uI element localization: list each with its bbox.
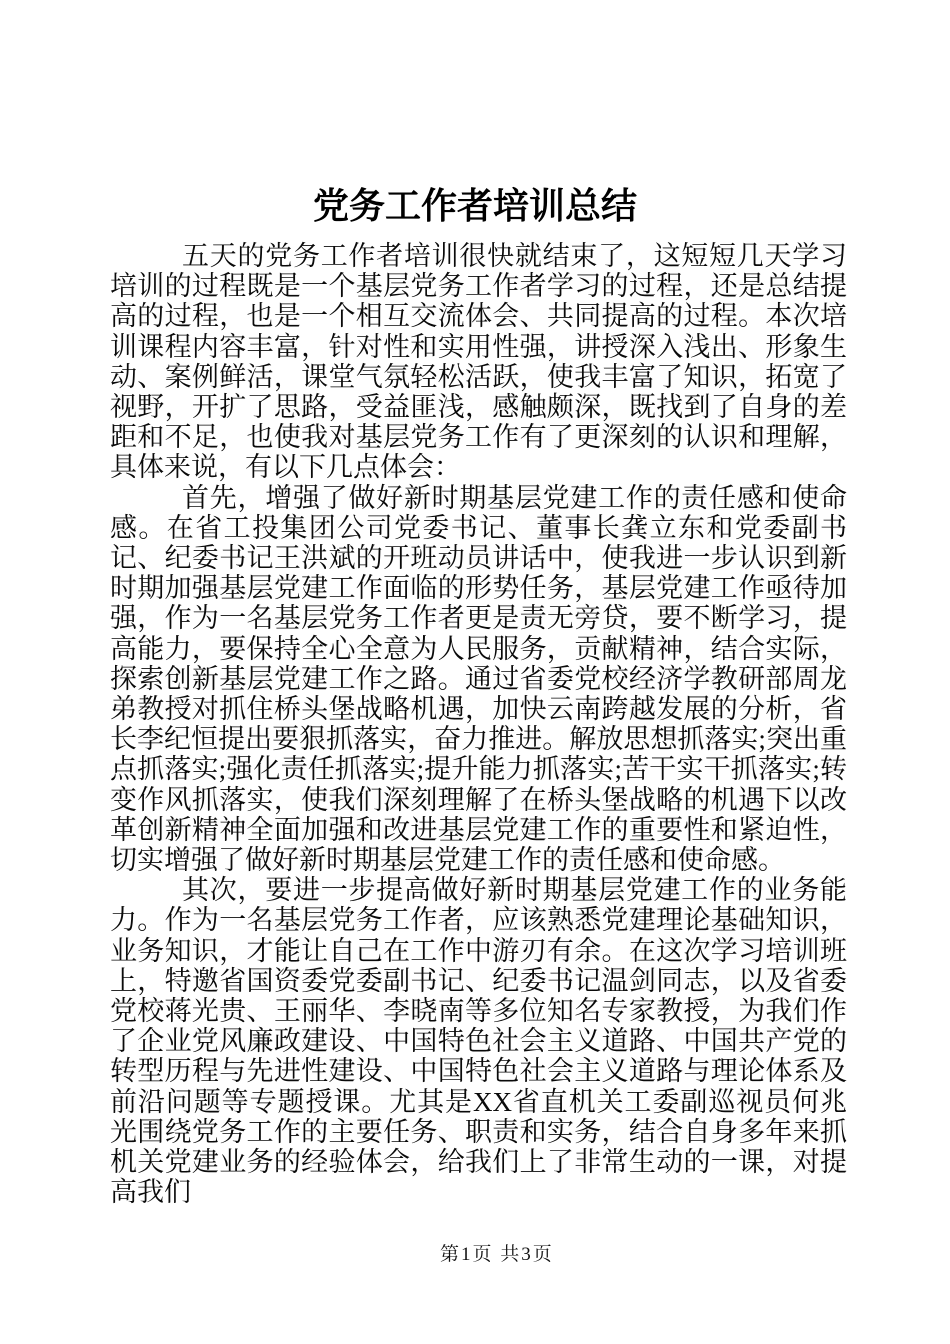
- paragraph: 五天的党务工作者培训很快就结束了，这短短几天学习培训的过程既是一个基层党务工作者学习的过程，还是总结提高的过程，也是一个相互交流体会、共同提高的过程。本次培训课程内容丰富，针对性和实用性强，讲授深入浅出、形象生动、案例鲜活，课堂气氛轻松活跃，使我丰富了知识，拓宽了视野，开扩了思路，受益匪浅，感触颇深，既找到了自身的差距和不足，也使我对基层党务工作有了更深刻的认识和理解，具体来说，有以下几点体会：: [110, 241, 847, 483]
- document-title: 党务工作者培训总结: [312, 185, 637, 226]
- paragraph: 首先，增强了做好新时期基层党建工作的责任感和使命感。在省工投集团公司党委书记、董事长龚立东和党委副书记、纪委书记王洪斌的开班动员讲话中，使我进一步认识到新时期加强基层党建工作面临的形势任务，基层党建工作亟待加强，作为一名基层党务工作者更是责无旁贷，要不断学习，提高能力，要保持全心全意为人民服务，贡献精神，结合实际，探索创新基层党建工作之路。通过省委党校经济学教研部周龙弟教授对抓住桥头堡战略机遇，加快云南跨越发展的分析，省长李纪恒提出要狠抓落实，奋力推进。解放思想抓落实;突出重点抓落实;强化责任抓落实;提升能力抓落实;苦干实干抓落实;转变作风抓落实，使我们深刻理解了在桥头堡战略的机遇下以改革创新精神全面加强和改进基层党建工作的重要性和紧迫性，切实增强了做好新时期基层党建工作的责任感和使命感。: [110, 482, 847, 876]
- page-number-footer: 第1页 共3页: [440, 1244, 554, 1265]
- paragraph: 其次，要进一步提高做好新时期基层党建工作的业务能力。作为一名基层党务工作者，应该熟悉党建理论基础知识，业务知识，才能让自己在工作中游刃有余。在这次学习培训班上，特邀省国资委党委副书记、纪委书记温剑同志，以及省委党校蒋光贵、王丽华、李晓南等多位知名专家教授，为我们作了企业党风廉政建设、中国特色社会主义道路、中国共产党的转型历程与先进性建设、中国特色社会主义道路与理论体系及前沿问题等专题授课。尤其是XX省直机关工委副巡视员何兆光围绕党务工作的主要任务、职责和实务，结合自身多年来抓机关党建业务的经验体会，给我们上了非常生动的一课，对提高我们: [110, 875, 847, 1208]
- document-body: [110, 241, 847, 1208]
